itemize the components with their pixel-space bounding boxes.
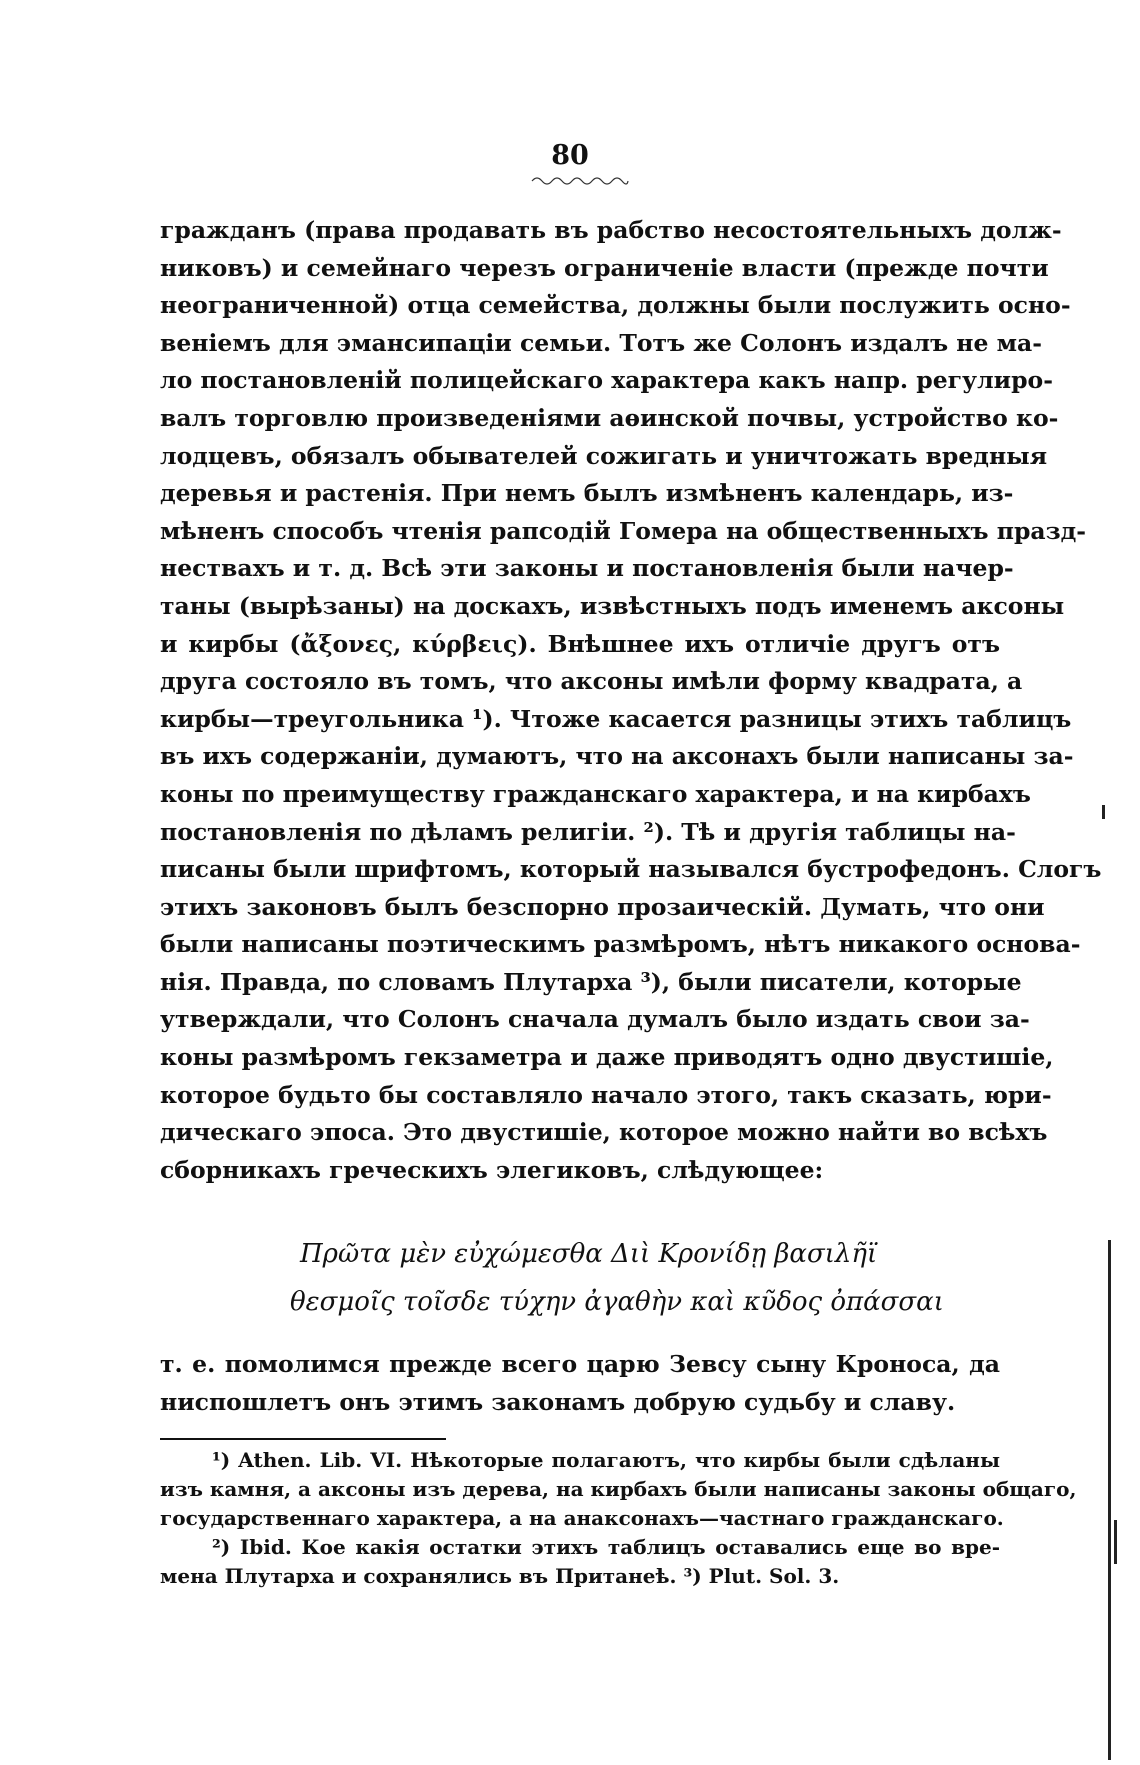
text-line: ло постановленій полицейскаго характера какъ напр. регулиро- xyxy=(160,366,1053,395)
text-line: коны размѣромъ гекзаметра и даже приводятъ одно двустишіе, xyxy=(160,1043,1054,1072)
scan-edge-mark xyxy=(1114,1520,1117,1564)
footnotes xyxy=(160,1446,1077,1591)
footnote-line: ¹) Athen. Lib. VI. Нѣкоторые полагаютъ, что кирбы были сдѣланы xyxy=(212,1448,1000,1472)
page-number: 80 xyxy=(551,140,589,171)
text-line: дическаго эпоса. Это двустишіе, которое можно найти во всѣхъ xyxy=(160,1118,1048,1147)
scan-edge-mark xyxy=(1102,805,1105,819)
footnote-line: изъ камня, а аксоны изъ дерева, на кирбахъ были написаны законы общаго, xyxy=(160,1477,1077,1501)
text-line: веніемъ для эмансипаціи семьи. Тотъ же Солонъ издалъ не ма- xyxy=(160,328,1043,357)
text-line: и кирбы (ἄξονες, κύρβεις). Внѣшнее ихъ отличіе другъ отъ xyxy=(160,629,1000,658)
text-line: кирбы—треугольника ¹). Чтоже касается разницы этихъ таблицъ xyxy=(160,704,1072,733)
text-line: лодцевъ, обязалъ обывателей сожигать и уничтожать вредныя xyxy=(160,441,1048,470)
text-line: коны по преимуществу гражданскаго характера, и на кирбахъ xyxy=(160,779,1031,808)
translation-line: ниспошлетъ онъ этимъ законамъ добрую судьбу и славу. xyxy=(160,1387,956,1416)
translation-line: т. е. помолимся прежде всего царю Зевсу сыну Кроноса, да xyxy=(160,1350,1000,1378)
text-line: этихъ законовъ былъ безспорно прозаическій. Думать, что они xyxy=(160,892,1045,921)
text-line: никовъ) и семейнаго черезъ ограниченіе власти (прежде почти xyxy=(160,253,1049,282)
text-line: таны (вырѣзаны) на доскахъ, извѣстныхъ подъ именемъ аксоны xyxy=(160,591,1065,620)
text-line: нествахъ и т. д. Всѣ эти законы и постановленія были начер- xyxy=(160,554,1014,583)
main-text xyxy=(160,212,1102,1189)
text-line: деревья и растенія. При немъ былъ измѣненъ календарь, из- xyxy=(160,479,1014,508)
text-line: въ ихъ содержаніи, думаютъ, что на аксонахъ были написаны за- xyxy=(160,742,1074,771)
footnote-line: ²) Ibid. Кое какія остатки этихъ таблицъ оставались еще во вре- xyxy=(212,1535,1000,1559)
text-line: неограниченной) отца семейства, должны были послужить осно- xyxy=(160,291,1071,320)
greek-verse-line: θεσμοῖς τοῖσδε τύχην ἀγαθὴν καὶ κῦδος ὀπάσσαι xyxy=(290,1287,944,1317)
scan-edge-mark xyxy=(1108,1240,1111,1760)
text-line: были написаны поэтическимъ размѣромъ, нѣтъ никакого основа- xyxy=(160,930,1081,959)
footnote-divider xyxy=(160,1438,446,1440)
text-line: друга состояло въ томъ, что аксоны имѣли форму квадрата, а xyxy=(160,667,1023,696)
greek-verse-line: Πρῶτα μὲν εὐχώμεσθα Διὶ Κρονίδῃ βασιλῆϊ xyxy=(300,1239,878,1269)
text-line: которое будьто бы составляло начало этого, такъ сказать, юри- xyxy=(160,1080,1052,1109)
text-line: гражданъ (права продавать въ рабство несостоятельныхъ долж- xyxy=(160,216,1062,244)
decorative-flourish xyxy=(530,175,630,187)
text-line: утверждали, что Солонъ сначала думалъ было издать свои за- xyxy=(160,1005,1030,1034)
greek-couplet xyxy=(290,1230,1000,1326)
text-line: мѣненъ способъ чтенія рапсодій Гомера на общественныхъ празд- xyxy=(160,516,1087,545)
footnote-line: мена Плутарха и сохранялись въ Пританеѣ. ³) Plut. Sol. 3. xyxy=(160,1564,840,1588)
text-line: постановленія по дѣламъ религіи. ²). Тѣ и другія таблицы на- xyxy=(160,817,1016,846)
text-line: нія. Правда, по словамъ Плутарха ³), были писатели, которые xyxy=(160,967,1022,996)
footnote-line: государственнаго характера, а на анаксонахъ—частнаго гражданскаго. xyxy=(160,1506,1004,1530)
text-line: валъ торговлю произведеніями аѳинской почвы, устройство ко- xyxy=(160,403,1059,432)
translation xyxy=(160,1346,1000,1421)
text-line: сборникахъ греческихъ элегиковъ, слѣдующее: xyxy=(160,1155,824,1184)
text-line: писаны были шрифтомъ, который назывался бустрофедонъ. Слогъ xyxy=(160,855,1102,884)
